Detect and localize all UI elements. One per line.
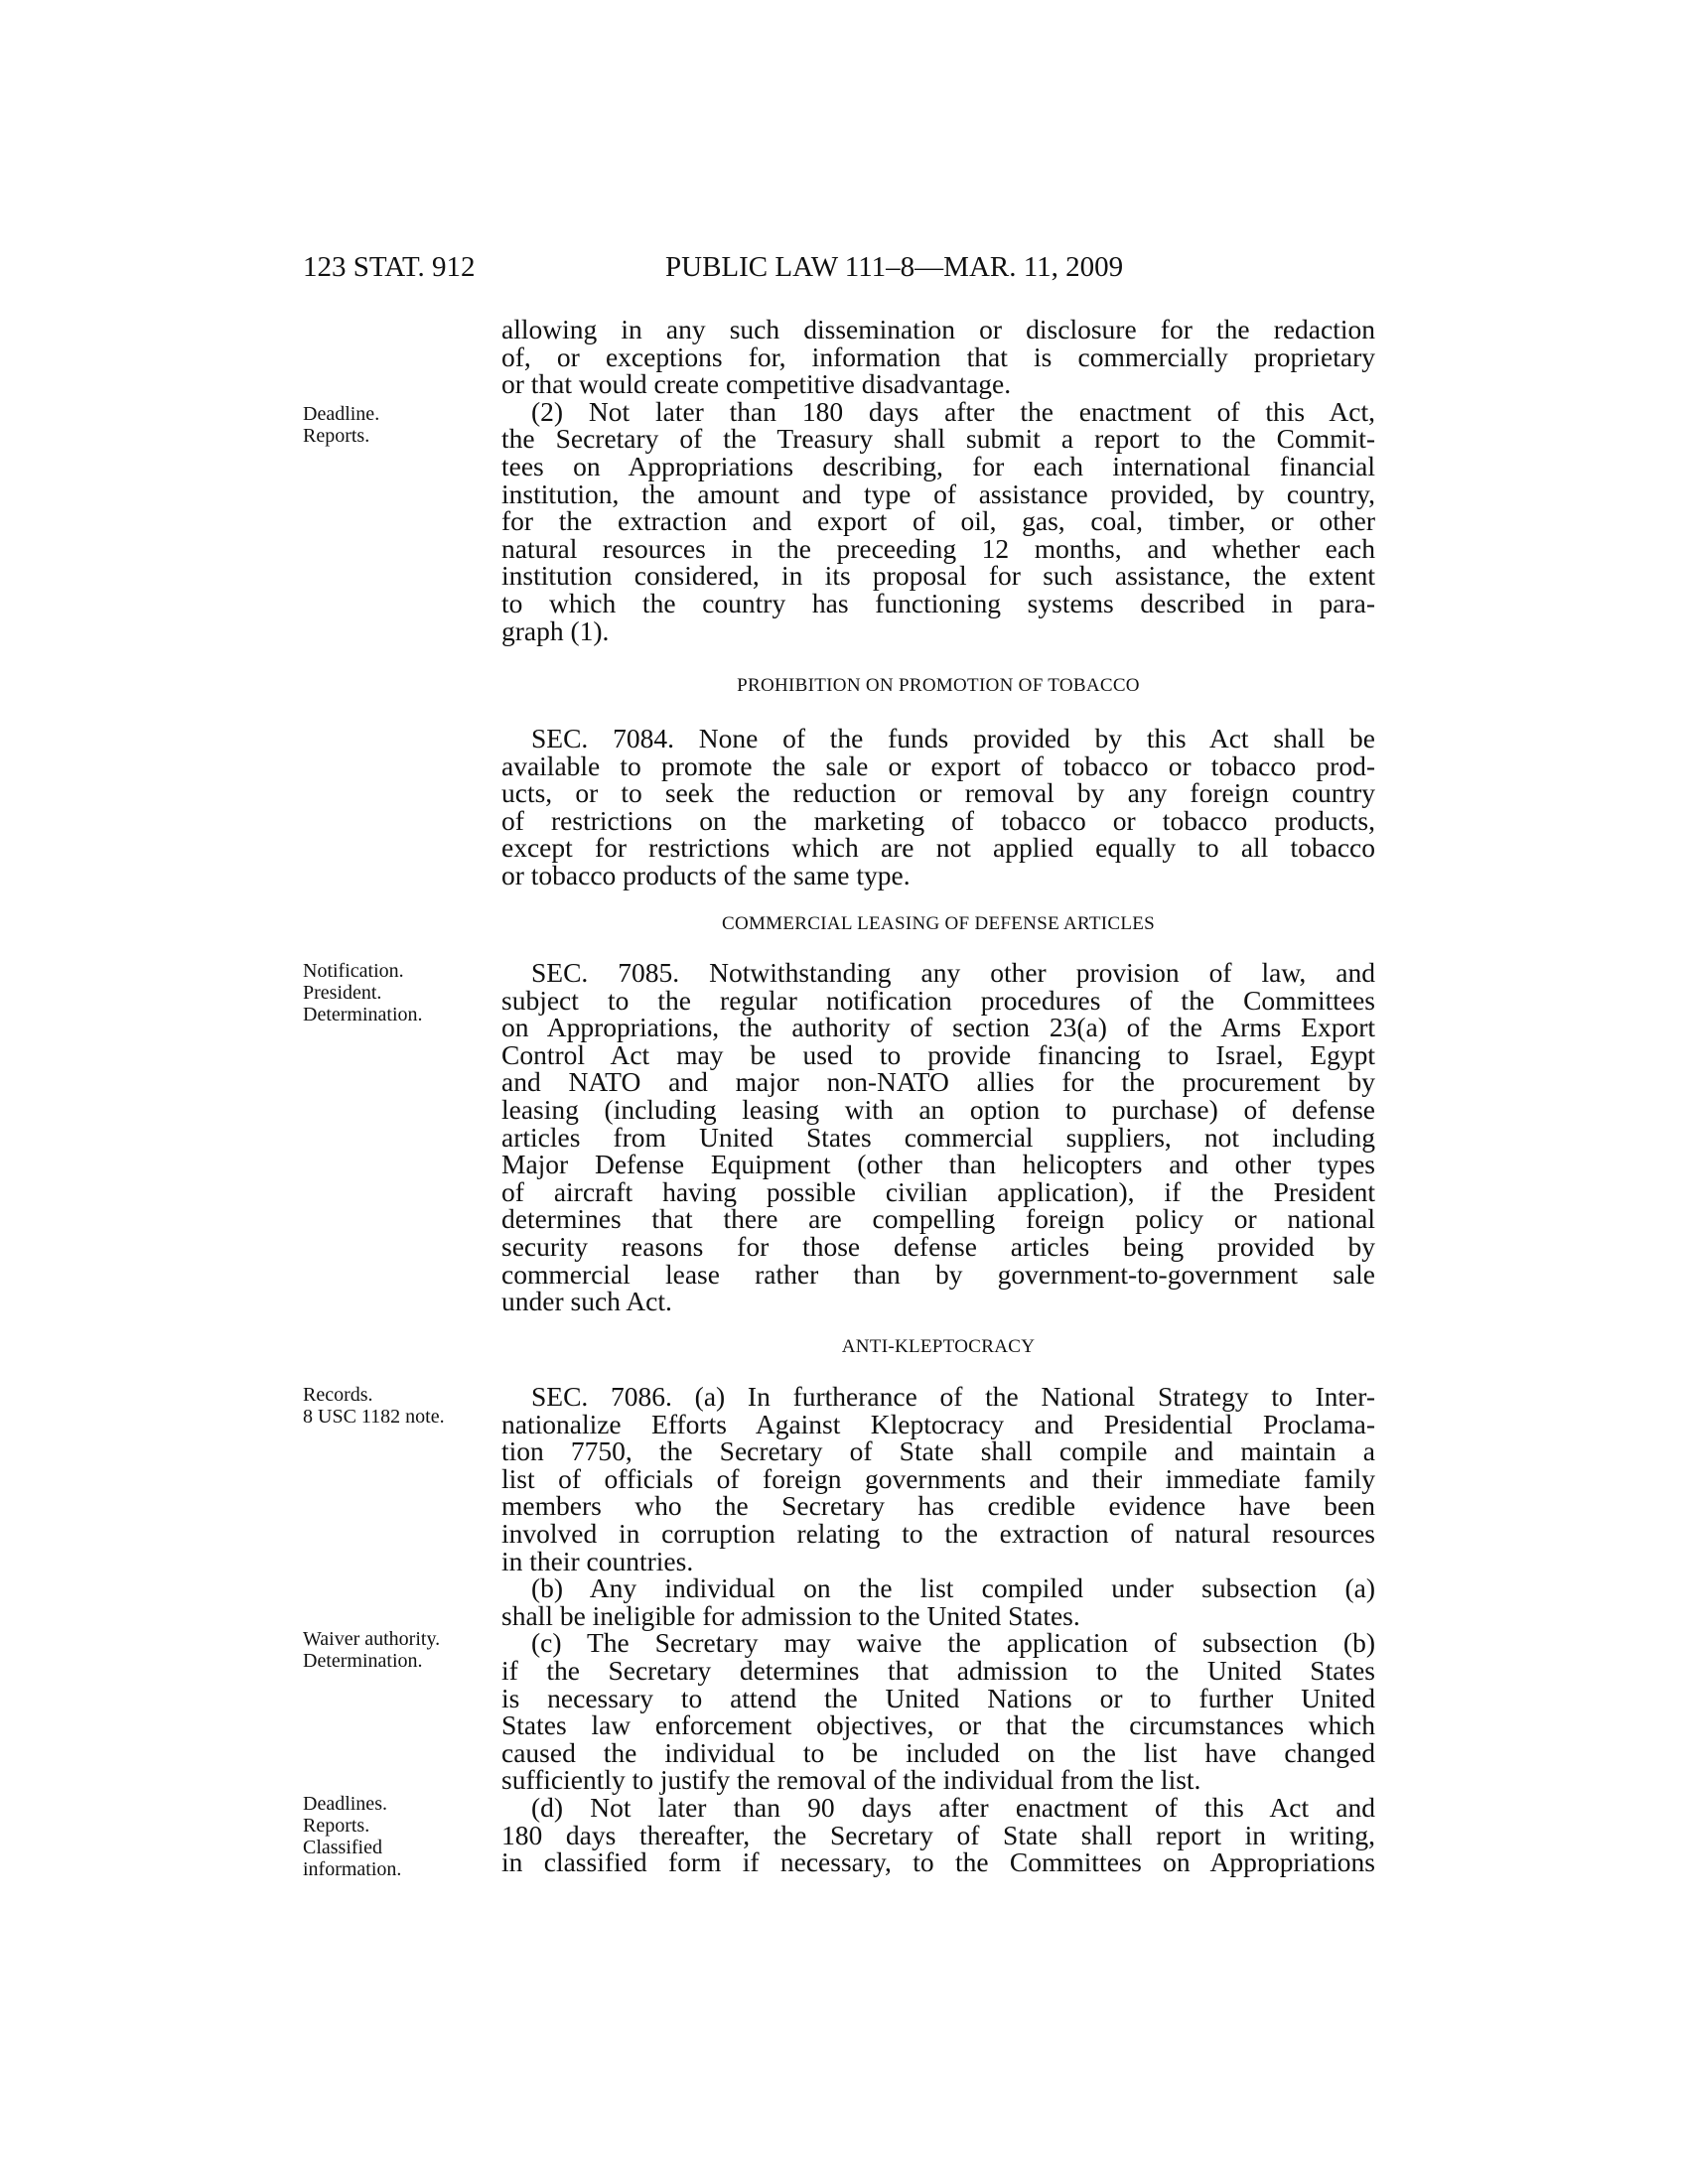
text-line: ucts, or to seek the reduction or removal by any foreign country — [501, 777, 1375, 809]
text-line: in their countries. — [501, 1545, 694, 1576]
text-line: sufficiently to justify the removal of the individual from the list. — [501, 1764, 1201, 1796]
text-line: of restrictions on the marketing of tobacco or tobacco products, — [501, 804, 1375, 836]
text-line: determines that there are compelling foreign policy or national — [501, 1203, 1375, 1235]
text-line: shall be ineligible for admission to the United States. — [501, 1599, 1080, 1631]
section-7084 — [501, 725, 1375, 889]
margin-note-deadlines — [303, 1793, 401, 1880]
section-7086 — [501, 1383, 1375, 1876]
text-line: SEC. 7085. Notwithstanding any other provision of law, and — [531, 957, 1375, 988]
margin-note-line: President. — [303, 982, 382, 1004]
text-line: caused the individual to be included on the list have changed — [501, 1736, 1375, 1768]
margin-note-line: Determination. — [303, 1004, 423, 1025]
text-line: of aircraft having possible civilian application), if the President — [501, 1175, 1375, 1207]
text-line: tees on Appropriations describing, for each international financial — [501, 450, 1375, 481]
text-line: Major Defense Equipment (other than helicopters and other types — [501, 1149, 1375, 1180]
margin-note-line: Notification. — [303, 960, 404, 982]
text-line: articles from United States commercial suppliers, not including — [501, 1121, 1375, 1153]
section-heading-kleptocracy: ANTI-KLEPTOCRACY — [841, 1336, 1036, 1357]
margin-note-records — [303, 1384, 445, 1428]
text-line: allowing in any such dissemination or disclosure for the redaction — [501, 314, 1375, 344]
text-line: in classified form if necessary, to the Committees on Appropriations — [501, 1846, 1375, 1878]
section-heading-tobacco: PROHIBITION ON PROMOTION OF TOBACCO — [737, 675, 1140, 696]
text-line: and NATO and major non-NATO allies for the procurement by — [501, 1066, 1375, 1098]
text-line: or that would create competitive disadvantage. — [501, 368, 1012, 400]
text-line: available to promote the sale or export of tobacco or tobacco prod- — [501, 750, 1375, 781]
text-line: to which the country has functioning systems described in para- — [501, 587, 1375, 618]
page-header — [303, 251, 1375, 291]
margin-note-line: Reports. — [303, 1815, 370, 1837]
text-line: tion 7750, the Secretary of State shall compile and maintain a — [501, 1435, 1375, 1467]
margin-note-line: Determination. — [303, 1650, 423, 1672]
text-line: of, or exceptions for, information that is commercially proprietary — [501, 341, 1375, 372]
text-line: States law enforcement objectives, or that the circumstances which — [501, 1709, 1375, 1741]
text-line: commercial lease rather than by government-to-government sale — [501, 1258, 1375, 1290]
margin-note-notification — [303, 960, 423, 1025]
text-line: institution, the amount and type of assistance provided, by country, — [501, 478, 1375, 509]
margin-note-line: Reports. — [303, 425, 370, 447]
paragraph-continuation — [501, 316, 1375, 644]
text-line: subject to the regular notification procedures of the Committees — [501, 984, 1375, 1016]
text-line: under such Act. — [501, 1286, 672, 1317]
text-line: (2) Not later than 180 days after the enactment of this Act, — [531, 395, 1375, 427]
margin-note-line: Records. — [303, 1384, 373, 1406]
text-line: on Appropriations, the authority of section 23(a) of the Arms Export — [501, 1012, 1375, 1043]
text-line: is necessary to attend the United Nations or to further United — [501, 1682, 1375, 1713]
margin-note-line: Waiver authority. — [303, 1628, 441, 1650]
text-line: nationalize Efforts Against Kleptocracy and Presidential Proclama- — [501, 1408, 1375, 1439]
margin-note-line: Classified — [303, 1837, 382, 1858]
running-title: PUBLIC LAW 111–8—MAR. 11, 2009 — [665, 251, 1124, 283]
section-heading-leasing: COMMERCIAL LEASING OF DEFENSE ARTICLES — [721, 913, 1156, 934]
margin-note-line: information. — [303, 1858, 402, 1880]
margin-note-line: Deadline. — [303, 403, 380, 425]
text-line: if the Secretary determines that admission to the United States — [501, 1654, 1375, 1686]
text-line: or tobacco products of the same type. — [501, 859, 911, 890]
margin-note-line: 8 USC 1182 note. — [303, 1406, 445, 1428]
text-line: (d) Not later than 90 days after enactment of this Act and — [531, 1791, 1375, 1823]
text-line: Control Act may be used to provide financing to Israel, Egypt — [501, 1038, 1375, 1070]
text-line: the Secretary of the Treasury shall submit a report to the Commit- — [501, 423, 1375, 455]
text-line: except for restrictions which are not applied equally to all tobacco — [501, 832, 1375, 864]
text-line: (b) Any individual on the list compiled under subsection (a) — [531, 1572, 1375, 1604]
text-line: 180 days thereafter, the Secretary of State shall report in writing, — [501, 1819, 1375, 1850]
text-line: natural resources in the preceeding 12 months, and whether each — [501, 532, 1375, 564]
text-line: SEC. 7086. (a) In furtherance of the National Strategy to Inter- — [531, 1381, 1375, 1412]
margin-note-waiver — [303, 1628, 440, 1672]
text-line: members who the Secretary has credible evidence have been — [501, 1490, 1375, 1522]
text-line: institution considered, in its proposal for such assistance, the extent — [501, 560, 1375, 592]
statute-page-number: 123 STAT. 912 — [303, 251, 476, 283]
text-line: for the extraction and export of oil, gas, coal, timber, or other — [501, 505, 1375, 537]
text-line: involved in corruption relating to the extraction of natural resources — [501, 1517, 1375, 1549]
margin-note-line: Deadlines. — [303, 1793, 387, 1815]
text-line: leasing (including leasing with an option to purchase) of defense — [501, 1093, 1375, 1125]
section-7085 — [501, 959, 1375, 1315]
text-line: SEC. 7084. None of the funds provided by this Act shall be — [531, 723, 1375, 753]
text-line: list of officials of foreign governments and their immediate family — [501, 1462, 1375, 1494]
text-line: (c) The Secretary may waive the application of subsection (b) — [531, 1627, 1375, 1659]
text-line: security reasons for those defense articles being provided by — [501, 1230, 1375, 1262]
text-line: graph (1). — [501, 614, 610, 646]
margin-note-deadline — [303, 403, 379, 447]
